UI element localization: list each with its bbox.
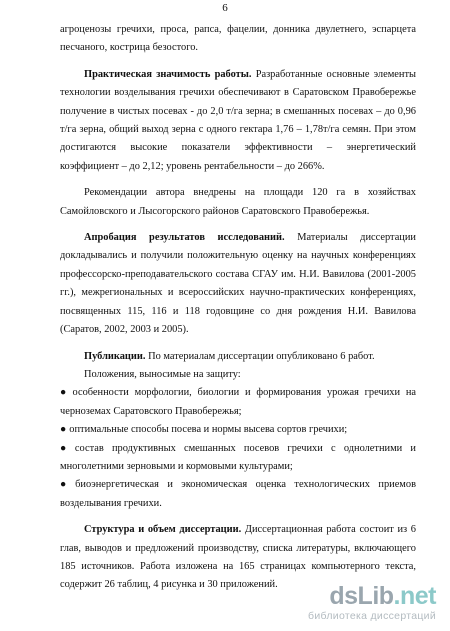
publications-text: По материалам диссертации опубликовано 6 работ. xyxy=(145,350,375,362)
bullet-icon: ● xyxy=(60,424,67,436)
approbation-text: Материалы диссертации докладывались и получили положительную оценку на научных конференциях профессорско-преподавательского состава СГАУ им. Н.И. Вавилова (2001-2005 гг.), межрегиональных и всероссийских научно-практических конференциях, посвященных 115, 116 и 118 годовщине со дня рождения Н.И. Вавилова (Саратов, 2002, 2003 и 2005). xyxy=(60,232,416,336)
recommendations-paragraph: Рекомендации автора внедрены на площади 120 га в хозяйствах Самойловского и Лысогорского районов Саратовского Правобережья. xyxy=(60,187,416,217)
publications-heading: Публикации. xyxy=(84,350,146,362)
bullet-text: оптимальные способы посева и нормы высева сортов гречихи; xyxy=(69,424,348,436)
defense-bullet-4 xyxy=(60,476,416,513)
bullet-text: особенности морфологии, биологии и формирования урожая гречихи на черноземах Саратовского Правобережья; xyxy=(60,387,417,417)
approbation-heading: Апробация результатов исследований. xyxy=(84,232,285,244)
page-number: 6 xyxy=(222,2,228,14)
structure-text: Диссертационная работа состоит из 6 глав, выводов и предложений производству, списка литературы, включающего 185 источников. Работа изложена на 165 страницах компьютерного текста, содержит 26 таблиц, 4 рисунка и 30 приложений. xyxy=(60,524,416,591)
logo-text-main: dsLib xyxy=(329,582,394,610)
bullet-icon: ● xyxy=(60,442,72,454)
logo-text-domain: .net xyxy=(393,582,436,610)
structure-heading: Структура и объем диссертации. xyxy=(84,524,242,536)
defense-bullet-2 xyxy=(60,421,416,439)
bullet-icon: ● xyxy=(60,479,73,491)
bullet-text: биоэнергетическая и экономическая оценка технологических приемов возделывания гречихи. xyxy=(60,479,416,509)
defense-bullet-3 xyxy=(60,440,416,477)
watermark-subtitle: библиотека диссертаций xyxy=(308,610,436,622)
practical-heading: Практическая значимость работы. xyxy=(84,68,252,80)
defense-intro: Положения, выносимые на защиту: xyxy=(84,368,241,380)
publications-paragraph xyxy=(60,348,416,366)
bullet-text: состав продуктивных смешанных посевов гречихи с однолетними и многолетними зерновыми и кормовыми культурами; xyxy=(60,442,416,472)
defense-bullet-1 xyxy=(60,384,416,421)
practical-text: Разработанные основные элементы технологии возделывания гречихи обеспечивают в Саратовском Правобережье получение в чистых посевах - до 2,0 т/га зерна; в смешанных посевах – до 0,96 т/га зерна, общий выход зерна с одного гектара 1,76 – 1,78т/га семян. При этом достигаются высокие показатели эффективности – энергетический коэффициент – до 2,12; уровень рентабельности – до 266%. xyxy=(60,68,416,172)
dslib-watermark xyxy=(286,583,436,625)
practical-paragraph xyxy=(60,66,416,176)
intro-paragraph: агроценозы гречихи, проса, рапса, фацелии, донника двулетнего, эспарцета песчаного, кострица безостого. xyxy=(60,24,416,54)
document-body xyxy=(60,21,416,595)
bullet-icon: ● xyxy=(60,387,70,399)
dslib-logo xyxy=(329,583,436,609)
approbation-paragraph xyxy=(60,229,416,339)
